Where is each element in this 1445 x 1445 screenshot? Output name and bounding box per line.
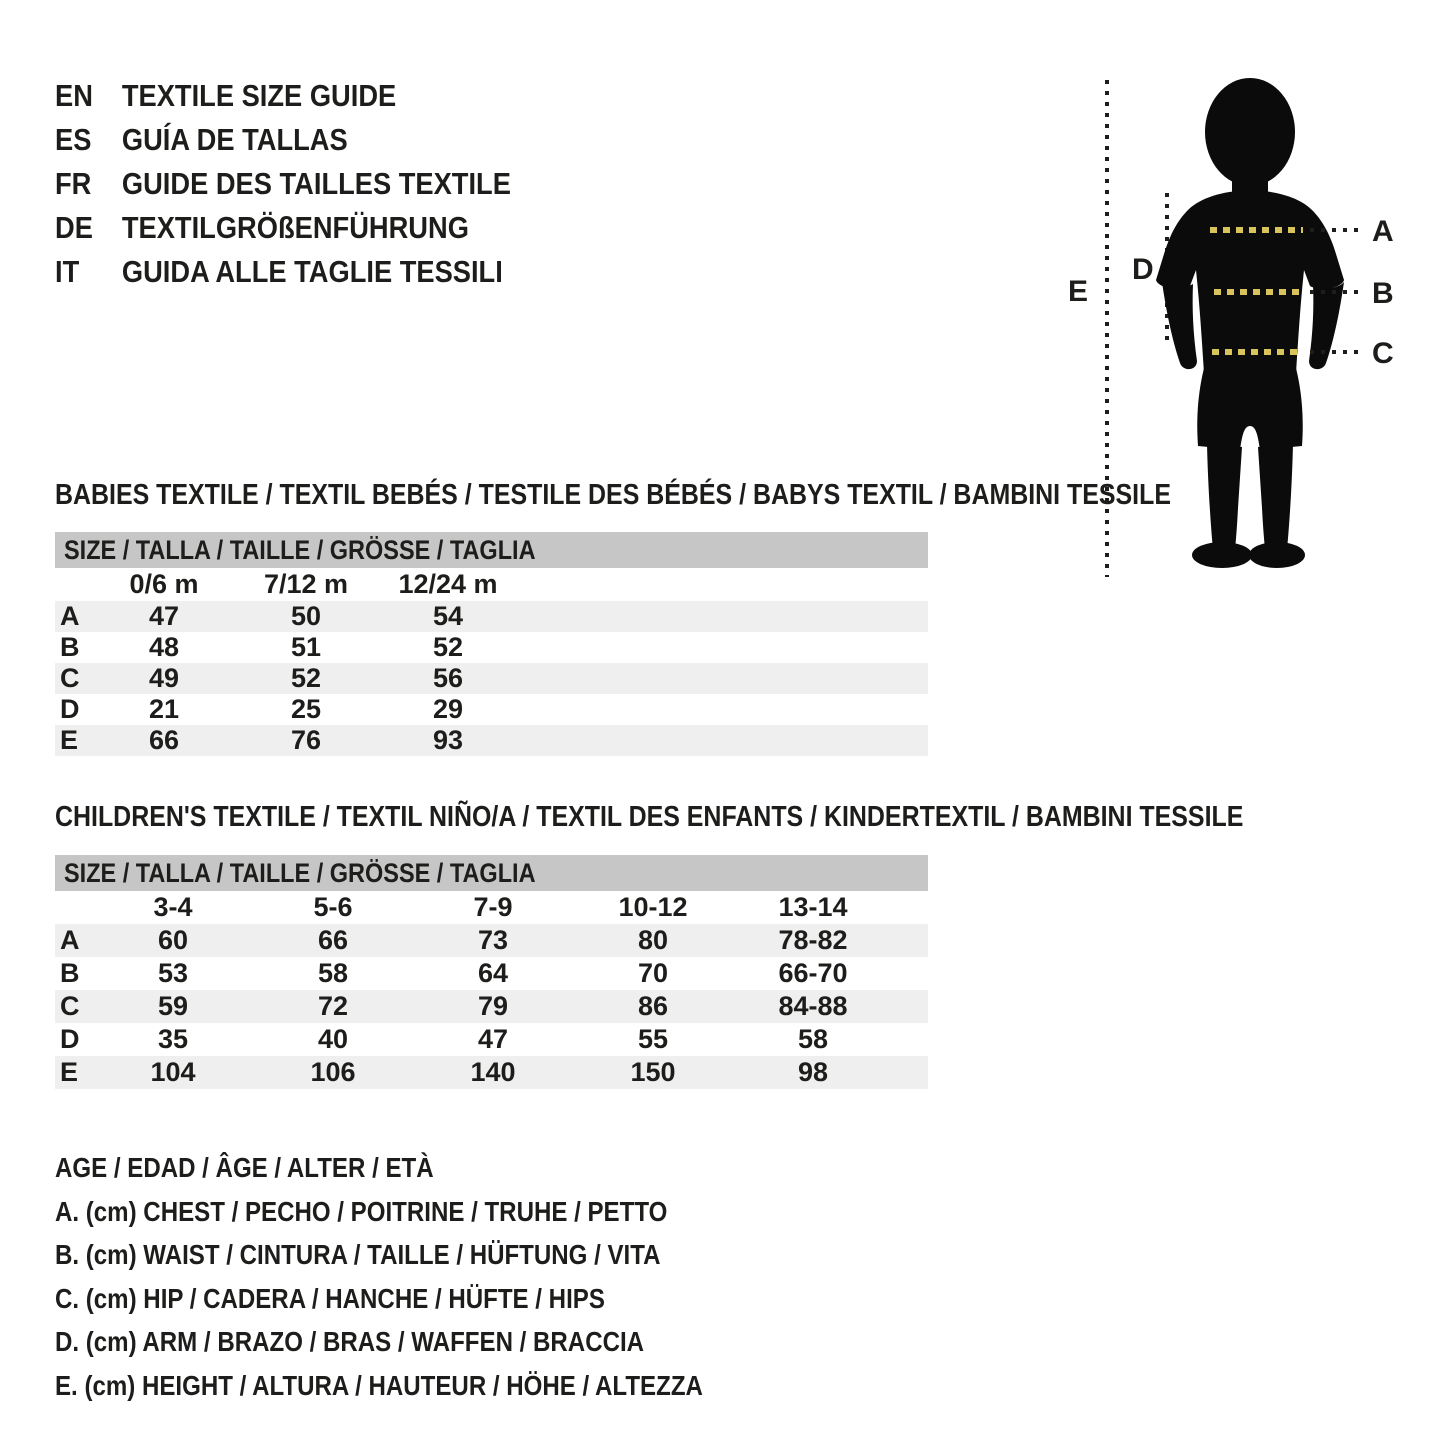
row-label: D bbox=[60, 694, 80, 724]
table-cell: 60 bbox=[157, 925, 189, 955]
table-cell: 58 bbox=[797, 1024, 829, 1054]
table-cell: 106 bbox=[310, 1057, 356, 1087]
table-cell: 55 bbox=[637, 1024, 669, 1054]
table-cell: 66 bbox=[148, 725, 180, 755]
child-silhouette-diagram bbox=[1050, 58, 1445, 603]
table-cell: 52 bbox=[432, 632, 464, 662]
table-cell: 70 bbox=[637, 958, 669, 988]
column-header: 12/24 m bbox=[398, 569, 498, 599]
column-header-row bbox=[55, 891, 928, 924]
babies-size-table bbox=[55, 532, 928, 756]
table-cell: 150 bbox=[630, 1057, 676, 1087]
table-cell: 140 bbox=[470, 1057, 516, 1087]
table-cell: 93 bbox=[432, 725, 464, 755]
table-cell: 47 bbox=[148, 601, 180, 631]
table-row bbox=[55, 1056, 928, 1089]
table-cell: 72 bbox=[317, 991, 349, 1021]
guide-title-en: TEXTILE SIZE GUIDE bbox=[121, 78, 397, 113]
table-cell: 76 bbox=[290, 725, 322, 755]
table-cell: 49 bbox=[148, 663, 180, 693]
table-row bbox=[55, 632, 928, 663]
table-cell: 21 bbox=[148, 694, 180, 724]
table-cell: 64 bbox=[477, 958, 509, 988]
column-header-row bbox=[55, 568, 928, 601]
table-row bbox=[55, 601, 928, 632]
table-cell: 56 bbox=[432, 663, 464, 693]
label-b: B bbox=[1372, 277, 1394, 310]
language-code: IT bbox=[55, 254, 80, 289]
size-header-bar bbox=[55, 855, 928, 891]
table-cell: 25 bbox=[290, 694, 322, 724]
table-cell: 66-70 bbox=[778, 958, 848, 988]
table-cell: 80 bbox=[637, 925, 669, 955]
table-row bbox=[55, 990, 928, 1023]
row-label: D bbox=[60, 1024, 80, 1054]
table-cell: 78-82 bbox=[778, 925, 848, 955]
table-cell: 48 bbox=[148, 632, 180, 662]
guide-title-fr: GUIDE DES TAILLES TEXTILE bbox=[121, 166, 511, 201]
language-row-it bbox=[55, 250, 511, 294]
children-section-title: CHILDREN'S TEXTILE / TEXTIL NIÑO/A / TEXTIL DES ENFANTS / KINDERTEXTIL / BAMBINI TESSILE bbox=[55, 801, 1244, 833]
legend-waist: B. (cm) WAIST / CINTURA / TAILLE / HÜFTUNG / VITA bbox=[55, 1239, 661, 1270]
column-header: 3-4 bbox=[153, 892, 193, 922]
column-header: 10-12 bbox=[618, 892, 688, 922]
table-cell: 98 bbox=[797, 1057, 829, 1087]
table-cell: 66 bbox=[317, 925, 349, 955]
table-cell: 79 bbox=[477, 991, 509, 1021]
label-a: A bbox=[1372, 215, 1394, 248]
row-label: E bbox=[60, 1057, 79, 1087]
row-label: B bbox=[60, 958, 80, 988]
table-cell: 51 bbox=[290, 632, 322, 662]
table-row bbox=[55, 957, 928, 990]
measurement-figure bbox=[1050, 58, 1445, 603]
legend-hip: C. (cm) HIP / CADERA / HANCHE / HÜFTE / HIPS bbox=[55, 1282, 605, 1314]
table-row bbox=[55, 663, 928, 694]
label-c: C bbox=[1372, 337, 1394, 370]
table-row bbox=[55, 924, 928, 957]
table-row bbox=[55, 725, 928, 756]
table-cell: 73 bbox=[477, 925, 509, 955]
table-body bbox=[55, 924, 928, 1089]
size-header-label: SIZE / TALLA / TAILLE / GRÖSSE / TAGLIA bbox=[64, 534, 536, 565]
row-label: A bbox=[60, 925, 80, 955]
row-label: C bbox=[60, 991, 80, 1021]
column-header: 7/12 m bbox=[263, 569, 349, 599]
table-cell: 35 bbox=[157, 1024, 189, 1054]
guide-title-es: GUÍA DE TALLAS bbox=[121, 122, 348, 157]
table-cell: 54 bbox=[432, 601, 464, 631]
size-header-bar bbox=[55, 532, 928, 568]
guide-title-de: TEXTILGRÖßENFÜHRUNG bbox=[121, 210, 469, 245]
table-body bbox=[55, 601, 928, 756]
language-row-es bbox=[55, 118, 511, 162]
language-code: FR bbox=[55, 166, 92, 201]
language-title-block bbox=[55, 74, 573, 294]
table-row bbox=[55, 1023, 928, 1056]
table-cell: 29 bbox=[432, 694, 464, 724]
measurement-legend bbox=[55, 1146, 808, 1407]
legend-height: E. (cm) HEIGHT / ALTURA / HAUTEUR / HÖHE / ALTEZZA bbox=[55, 1369, 703, 1401]
table-cell: 84-88 bbox=[778, 991, 848, 1021]
table-cell: 47 bbox=[477, 1024, 509, 1054]
table-cell: 86 bbox=[637, 991, 669, 1021]
babies-section-title: BABIES TEXTILE / TEXTIL BEBÉS / TESTILE DES BÉBÉS / BABYS TEXTIL / BAMBINI TESSILE bbox=[55, 479, 1171, 511]
label-e: E bbox=[1068, 275, 1089, 308]
column-header: 5-6 bbox=[313, 892, 353, 922]
column-header: 0/6 m bbox=[129, 569, 199, 599]
table-row bbox=[55, 694, 928, 725]
language-row-fr bbox=[55, 162, 511, 206]
table-cell: 104 bbox=[150, 1057, 196, 1087]
legend-chest: A. (cm) CHEST / PECHO / POITRINE / TRUHE / PETTO bbox=[55, 1195, 668, 1227]
row-label: B bbox=[60, 632, 80, 662]
label-d: D bbox=[1132, 253, 1154, 286]
legend-age: AGE / EDAD / ÂGE / ALTER / ETÀ bbox=[55, 1152, 434, 1183]
row-label: A bbox=[60, 601, 80, 631]
table-cell: 40 bbox=[317, 1024, 349, 1054]
guide-title-it: GUIDA ALLE TAGLIE TESSILI bbox=[121, 254, 503, 289]
language-code: DE bbox=[55, 210, 93, 245]
child-silhouette bbox=[1156, 78, 1344, 568]
table-cell: 52 bbox=[290, 663, 322, 693]
row-label: C bbox=[60, 663, 80, 693]
language-code: EN bbox=[55, 78, 93, 113]
language-code: ES bbox=[55, 122, 92, 157]
column-header: 7-9 bbox=[473, 892, 513, 922]
table-cell: 50 bbox=[290, 601, 322, 631]
language-row-en bbox=[55, 74, 511, 118]
table-cell: 58 bbox=[317, 958, 349, 988]
size-header-label: SIZE / TALLA / TAILLE / GRÖSSE / TAGLIA bbox=[64, 857, 536, 888]
children-size-table bbox=[55, 855, 928, 1089]
column-header: 13-14 bbox=[778, 892, 848, 922]
legend-arm: D. (cm) ARM / BRAZO / BRAS / WAFFEN / BRACCIA bbox=[55, 1326, 645, 1357]
row-label: E bbox=[60, 725, 79, 755]
table-cell: 53 bbox=[157, 958, 189, 988]
language-row-de bbox=[55, 206, 511, 250]
table-cell: 59 bbox=[157, 991, 189, 1021]
